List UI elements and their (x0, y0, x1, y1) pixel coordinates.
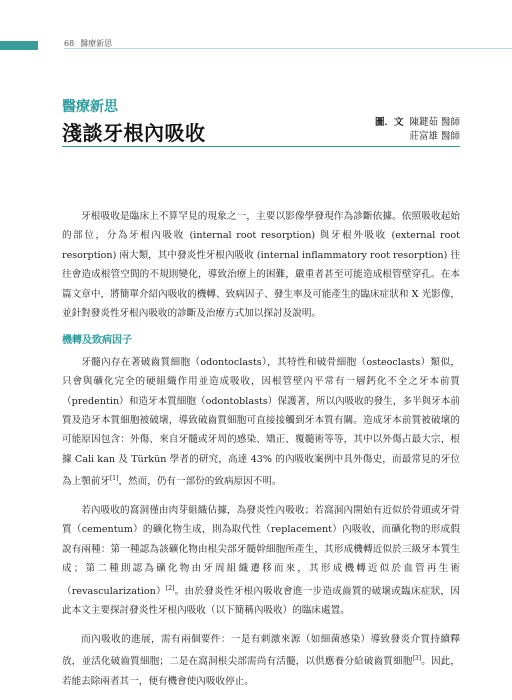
running-section: 醫療新思 (80, 39, 113, 48)
running-header (64, 38, 112, 49)
header-accent-bar (0, 41, 38, 50)
article-title: 淺談牙根內吸收 (62, 121, 206, 145)
reference-marker: [2] (165, 584, 175, 592)
paragraph-intro: 牙根吸收是臨床上不算罕見的現象之一，主要以影像學發現作為診斷依據。依照吸收起始的部位，分為牙根內吸收 (internal root resorption) 與牙根外吸收 (external root resorption) 兩大類，其中發炎性牙根內吸收 (internal inflammatory root resorption) 往往會造成根管空間的不規則變化，導致治療上的困難，嚴重者甚至可能造成根管壁穿孔。在本篇文章中，將簡單介紹內吸收的機轉、致病因子、發生率及可能產生的臨床症狀和 X 光影像，並針對發炎性牙根內吸收的診斷及治療方式加以探討及說明。 (62, 211, 460, 320)
author-role: 圖．文 (374, 117, 404, 128)
title-rule (62, 146, 460, 147)
paragraph-types: 若內吸收的窩洞僅由肉芽組織佔據，為發炎性內吸收；若窩洞內開始有近似於骨頭或牙骨質（cementum）的礦化物生成，則為取代性（replacement）內吸收，而礦化物的形成假說有兩種：第一種認為該礦化物由根尖部牙髓幹細胞所產生，其形成機轉近似於三級牙本質生成；第二種則認為礦化物由牙周組織遷移而來，其形成機轉近似於血管再生術（revascularization）[2]。由於發炎性牙根內吸收會進一步造成齒質的破壞或臨床症狀，因此本文主要探討發炎性牙根內吸收（以下簡稱內吸收）的臨床處置。 (62, 504, 460, 617)
paragraph-progression: 而內吸收的進展，需有兩個要件：一是有刺激來源（如細菌感染）導致發炎介質持續釋放，並活化破齒質細胞；二是在窩洞根尖部需尚有活髓，以供應養分給破齒質細胞[3]。因此，若能去除兩者其一，便有機會使內吸收停止。 (62, 633, 461, 687)
article-category: 醫療新思 (62, 99, 118, 115)
reference-marker: [1] (109, 475, 119, 483)
author-name: 陳鍵茹 醫師 (409, 117, 460, 128)
section-heading: 機轉及致病因子 (62, 335, 132, 347)
author-name: 莊富雄 醫師 (409, 131, 460, 142)
page-number: 68 (64, 39, 75, 48)
author-block (375, 116, 460, 144)
reference-marker: [3] (412, 654, 422, 662)
article-body (62, 207, 460, 691)
header-rule (64, 48, 512, 49)
paragraph-mechanism: 牙髓內存在著破齒質細胞（odontoclasts），其特性和破骨細胞（osteoclasts）類似，只會與礦化完全的硬組織作用並造成吸收，因根管壁內平常有一層鈣化不全之牙本前質（predentin）和造牙本質細胞（odontoblasts）保護著，所以內吸收的發生，多半與牙本前質及造牙本質細胞被破壞，導致破齒質細胞可直接接觸到牙本質有關。造成牙本前質被破壞的可能原因包含：外傷、來自牙髓或牙周的感染、矯正、覆髓術等等，其中以外傷占最大宗，根據 Cali kan 及 Türkün 學者的研究，高達 43% 的內吸收案例中具外傷史，而最常見的牙位為上顎前牙[1]，然而，仍有一部份的致病原因不明。 (62, 356, 460, 488)
